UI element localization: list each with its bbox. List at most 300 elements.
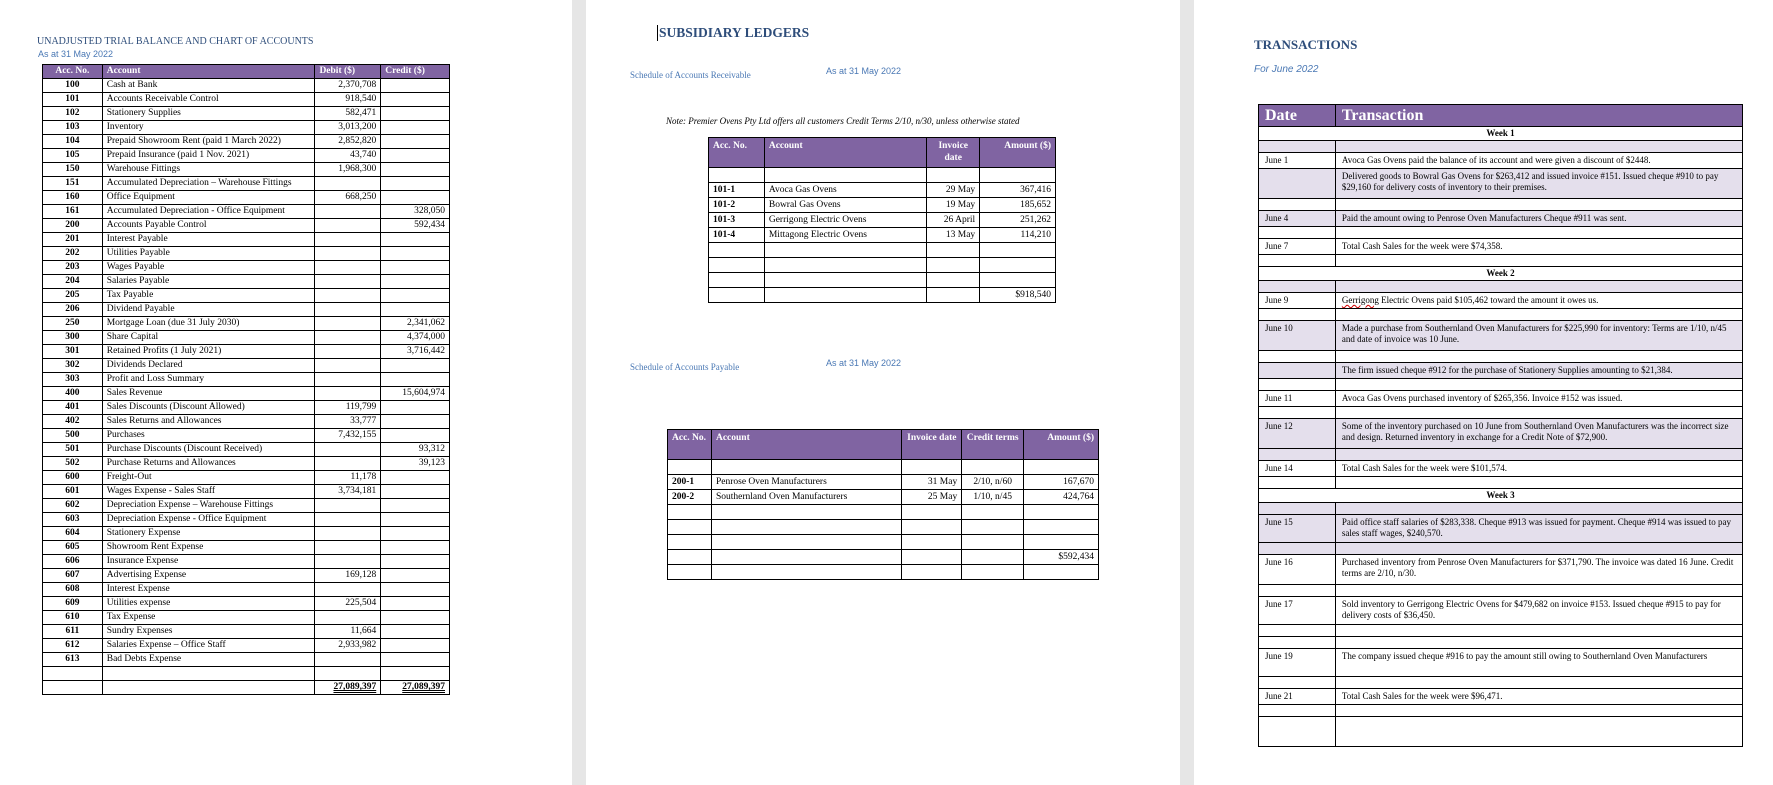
credit-terms: 1/10, n/45 bbox=[962, 490, 1024, 505]
account-number: 202 bbox=[43, 247, 103, 261]
credit-terms: 2/10, n/60 bbox=[962, 475, 1024, 490]
account-number: 102 bbox=[43, 107, 103, 121]
account-name: Sundry Expenses bbox=[102, 625, 315, 639]
spacer-row bbox=[1259, 477, 1743, 489]
account-name: Accumulated Depreciation – Warehouse Fittings bbox=[102, 177, 315, 191]
debit-amount bbox=[315, 345, 381, 359]
table-row bbox=[1259, 717, 1743, 747]
table-row bbox=[43, 471, 450, 485]
table-row bbox=[43, 513, 450, 527]
account-number: 101-3 bbox=[709, 213, 765, 228]
total-credit: 27,089,397 bbox=[381, 681, 450, 695]
payable-table bbox=[667, 429, 1099, 580]
transaction-cell: Sold inventory to Gerrigong Electric Ovens for $479,682 on invoice #153. Issued cheque #915 to pay for delivery costs of $36,450. bbox=[1335, 597, 1742, 625]
account-number: 105 bbox=[43, 149, 103, 163]
debit-amount bbox=[315, 443, 381, 457]
account-name: Interest Expense bbox=[102, 583, 315, 597]
spacer-row bbox=[1259, 705, 1743, 717]
invoice-date: 31 May bbox=[902, 475, 962, 490]
table-row bbox=[43, 233, 450, 247]
account-name: Purchase Discounts (Discount Received) bbox=[102, 443, 315, 457]
debit-amount: 3,013,200 bbox=[315, 121, 381, 135]
credit-amount bbox=[381, 429, 450, 443]
account-name: Cash at Bank bbox=[102, 79, 315, 93]
table-row bbox=[709, 228, 1056, 243]
account-name: Penrose Oven Manufacturers bbox=[711, 475, 901, 490]
table-row bbox=[668, 490, 1099, 505]
table-row bbox=[43, 177, 450, 191]
debit-amount: 3,734,181 bbox=[315, 485, 381, 499]
credit-amount: 3,716,442 bbox=[381, 345, 450, 359]
amount: 167,670 bbox=[1024, 475, 1099, 490]
spacer-row bbox=[1259, 625, 1743, 637]
credit-amount bbox=[381, 499, 450, 513]
transactions-subtitle: For June 2022 bbox=[1254, 64, 1319, 75]
week-label: Week 3 bbox=[1259, 489, 1743, 503]
spacer-row bbox=[668, 460, 1099, 475]
amount: 424,764 bbox=[1024, 490, 1099, 505]
account-number: 200-1 bbox=[668, 475, 712, 490]
table-header-row bbox=[709, 138, 1056, 168]
account-number: 613 bbox=[43, 653, 103, 667]
credit-amount bbox=[381, 359, 450, 373]
debit-amount bbox=[315, 289, 381, 303]
account-number: 400 bbox=[43, 387, 103, 401]
total-debit: 27,089,397 bbox=[315, 681, 381, 695]
invoice-date: 19 May bbox=[927, 198, 980, 213]
debit-amount bbox=[315, 233, 381, 247]
account-number: 502 bbox=[43, 457, 103, 471]
table-row bbox=[709, 243, 1056, 258]
account-number: 603 bbox=[43, 513, 103, 527]
credit-amount: 592,434 bbox=[381, 219, 450, 233]
table-row bbox=[1259, 321, 1743, 351]
debit-amount bbox=[315, 261, 381, 275]
account-name: Purchases bbox=[102, 429, 315, 443]
invoice-date: 25 May bbox=[902, 490, 962, 505]
trial-balance-table bbox=[42, 64, 450, 695]
date-cell: June 4 bbox=[1259, 211, 1336, 227]
spacer-row bbox=[1259, 637, 1743, 649]
table-row bbox=[1259, 597, 1743, 625]
table-row bbox=[43, 555, 450, 569]
column-header: Invoice date bbox=[902, 430, 962, 460]
amount: 367,416 bbox=[980, 183, 1056, 198]
table-row bbox=[43, 93, 450, 107]
column-header: Transaction bbox=[1335, 105, 1742, 127]
table-row bbox=[43, 443, 450, 457]
spacer-row bbox=[1259, 227, 1743, 239]
credit-amount: 4,374,000 bbox=[381, 331, 450, 345]
subsidiary-title: SUBSIDIARY LEDGERS bbox=[659, 25, 810, 40]
date-cell: June 15 bbox=[1259, 515, 1336, 543]
account-number: 200 bbox=[43, 219, 103, 233]
date-cell: June 10 bbox=[1259, 321, 1336, 351]
debit-amount bbox=[315, 541, 381, 555]
table-row bbox=[1259, 461, 1743, 477]
amount: 251,262 bbox=[980, 213, 1056, 228]
account-number: 302 bbox=[43, 359, 103, 373]
account-number: 205 bbox=[43, 289, 103, 303]
debit-amount: 2,933,982 bbox=[315, 639, 381, 653]
credit-amount bbox=[381, 415, 450, 429]
debit-amount: 668,250 bbox=[315, 191, 381, 205]
receivable-date: As at 31 May 2022 bbox=[826, 66, 902, 76]
table-row bbox=[709, 273, 1056, 288]
debit-amount bbox=[315, 373, 381, 387]
account-number: 151 bbox=[43, 177, 103, 191]
table-row bbox=[709, 183, 1056, 198]
spacer-row bbox=[1259, 379, 1743, 391]
spacer-row bbox=[709, 168, 1056, 183]
account-number: 101-4 bbox=[709, 228, 765, 243]
date-cell: June 19 bbox=[1259, 649, 1336, 677]
account-number: 101-2 bbox=[709, 198, 765, 213]
debit-amount bbox=[315, 653, 381, 667]
table-row bbox=[43, 303, 450, 317]
date-cell: June 17 bbox=[1259, 597, 1336, 625]
credit-amount bbox=[381, 625, 450, 639]
debit-amount bbox=[315, 387, 381, 401]
table-row bbox=[668, 475, 1099, 490]
invoice-date: 29 May bbox=[927, 183, 980, 198]
credit-amount bbox=[381, 233, 450, 247]
spacer-row bbox=[1259, 677, 1743, 689]
amount: 185,652 bbox=[980, 198, 1056, 213]
table-row bbox=[43, 163, 450, 177]
debit-amount bbox=[315, 457, 381, 471]
spacer-row bbox=[1259, 281, 1743, 293]
table-row bbox=[43, 149, 450, 163]
credit-amount: 93,312 bbox=[381, 443, 450, 457]
table-row bbox=[43, 583, 450, 597]
transaction-cell: Avoca Gas Ovens purchased inventory of $265,356. Invoice #152 was issued. bbox=[1335, 391, 1742, 407]
account-name: Retained Profits (1 July 2021) bbox=[102, 345, 315, 359]
credit-amount bbox=[381, 149, 450, 163]
spacer-row bbox=[1259, 199, 1743, 211]
account-name: Utilities Payable bbox=[102, 247, 315, 261]
transactions-title: TRANSACTIONS bbox=[1254, 37, 1358, 52]
account-number: 200-2 bbox=[668, 490, 712, 505]
table-row bbox=[1259, 239, 1743, 255]
account-name: Bad Debts Expense bbox=[102, 653, 315, 667]
debit-amount: 169,128 bbox=[315, 569, 381, 583]
account-name: Warehouse Fittings bbox=[102, 163, 315, 177]
credit-amount bbox=[381, 569, 450, 583]
table-row bbox=[43, 485, 450, 499]
account-number: 609 bbox=[43, 597, 103, 611]
account-name: Accounts Payable Control bbox=[102, 219, 315, 233]
account-name: Prepaid Insurance (paid 1 Nov. 2021) bbox=[102, 149, 315, 163]
credit-amount bbox=[381, 401, 450, 415]
account-name: Dividend Payable bbox=[102, 303, 315, 317]
table-row bbox=[43, 611, 450, 625]
column-header: Invoice date bbox=[927, 138, 980, 168]
debit-amount bbox=[315, 499, 381, 513]
account-number: 150 bbox=[43, 163, 103, 177]
account-name: Wages Payable bbox=[102, 261, 315, 275]
credit-amount bbox=[381, 261, 450, 275]
column-header: Amount ($) bbox=[980, 138, 1056, 168]
table-row bbox=[1259, 555, 1743, 585]
account-number: 604 bbox=[43, 527, 103, 541]
account-number: 201 bbox=[43, 233, 103, 247]
account-number: 600 bbox=[43, 471, 103, 485]
credit-amount bbox=[381, 121, 450, 135]
squiggle-word: Gerrigong bbox=[1341, 295, 1379, 305]
table-row bbox=[43, 261, 450, 275]
credit-amount bbox=[381, 191, 450, 205]
debit-amount bbox=[315, 555, 381, 569]
account-name: Advertising Expense bbox=[102, 569, 315, 583]
credit-terms-note: Note: Premier Ovens Pty Ltd offers all customers Credit Terms 2/10, n/30, unless otherwise stated bbox=[666, 116, 1020, 126]
account-name: Inventory bbox=[102, 121, 315, 135]
account-number: 607 bbox=[43, 569, 103, 583]
date-cell: June 16 bbox=[1259, 555, 1336, 585]
table-row bbox=[668, 565, 1099, 580]
table-row bbox=[43, 275, 450, 289]
credit-amount bbox=[381, 597, 450, 611]
credit-amount: 39,123 bbox=[381, 457, 450, 471]
table-row bbox=[43, 597, 450, 611]
receivable-table bbox=[708, 137, 1056, 303]
account-number: 608 bbox=[43, 583, 103, 597]
account-name: Purchase Returns and Allowances bbox=[102, 457, 315, 471]
debit-amount bbox=[315, 359, 381, 373]
table-row bbox=[1259, 649, 1743, 677]
transaction-cell bbox=[1335, 293, 1742, 309]
debit-amount bbox=[315, 275, 381, 289]
account-number: 160 bbox=[43, 191, 103, 205]
debit-amount bbox=[315, 583, 381, 597]
payable-label: Schedule of Accounts Payable bbox=[630, 362, 740, 372]
account-number: 301 bbox=[43, 345, 103, 359]
spacer-row bbox=[1259, 543, 1743, 555]
week-row bbox=[1259, 489, 1743, 503]
debit-amount bbox=[315, 317, 381, 331]
credit-amount bbox=[381, 247, 450, 261]
week-row bbox=[1259, 267, 1743, 281]
payable-total: $592,434 bbox=[1024, 550, 1099, 565]
credit-amount bbox=[381, 471, 450, 485]
date-cell: June 12 bbox=[1259, 419, 1336, 449]
credit-amount bbox=[381, 653, 450, 667]
invoice-date: 13 May bbox=[927, 228, 980, 243]
table-row bbox=[43, 415, 450, 429]
table-row bbox=[43, 317, 450, 331]
account-name: Bowral Gas Ovens bbox=[764, 198, 926, 213]
spacer-row bbox=[1259, 309, 1743, 321]
transaction-cell: Made a purchase from Southernland Oven Manufacturers for $225,990 for inventory: Terms are 1/10, n/45 and date of invoice was 10 June. bbox=[1335, 321, 1742, 351]
table-row bbox=[709, 258, 1056, 273]
table-row bbox=[668, 535, 1099, 550]
account-number: 401 bbox=[43, 401, 103, 415]
transaction-cell: Total Cash Sales for the week were $96,471. bbox=[1335, 689, 1742, 705]
account-number: 103 bbox=[43, 121, 103, 135]
credit-amount: 328,050 bbox=[381, 205, 450, 219]
debit-amount: 582,471 bbox=[315, 107, 381, 121]
table-row bbox=[668, 505, 1099, 520]
spacer-row bbox=[1259, 141, 1743, 153]
account-name: Accumulated Depreciation - Office Equipment bbox=[102, 205, 315, 219]
table-row bbox=[709, 213, 1056, 228]
date-cell: June 11 bbox=[1259, 391, 1336, 407]
payable-date: As at 31 May 2022 bbox=[826, 358, 902, 368]
table-row bbox=[43, 429, 450, 443]
totals-row bbox=[668, 550, 1099, 565]
debit-amount: 11,664 bbox=[315, 625, 381, 639]
page-subsidiary-ledgers bbox=[586, 0, 1180, 785]
table-row bbox=[668, 520, 1099, 535]
account-name: Avoca Gas Ovens bbox=[764, 183, 926, 198]
transaction-cell: Avoca Gas Ovens paid the balance of its account and were given a discount of $2448. bbox=[1335, 153, 1742, 169]
table-row bbox=[43, 219, 450, 233]
table-row bbox=[43, 107, 450, 121]
account-name: Share Capital bbox=[102, 331, 315, 345]
column-header: Acc. No. bbox=[43, 65, 103, 79]
account-number: 602 bbox=[43, 499, 103, 513]
account-name: Profit and Loss Summary bbox=[102, 373, 315, 387]
debit-amount bbox=[315, 513, 381, 527]
receivable-label: Schedule of Accounts Receivable bbox=[630, 70, 751, 80]
account-number: 250 bbox=[43, 317, 103, 331]
table-row bbox=[1259, 419, 1743, 449]
account-name: Prepaid Showroom Rent (paid 1 March 2022) bbox=[102, 135, 315, 149]
table-row bbox=[1259, 515, 1743, 543]
table-row bbox=[43, 569, 450, 583]
column-header: Credit terms bbox=[962, 430, 1024, 460]
table-row bbox=[43, 345, 450, 359]
page-gutter-left bbox=[572, 0, 586, 785]
column-header: Account bbox=[711, 430, 901, 460]
week-label: Week 2 bbox=[1259, 267, 1743, 281]
table-row bbox=[1259, 363, 1743, 379]
account-name: Interest Payable bbox=[102, 233, 315, 247]
debit-amount: 11,178 bbox=[315, 471, 381, 485]
date-cell: June 14 bbox=[1259, 461, 1336, 477]
account-name: Tax Expense bbox=[102, 611, 315, 625]
spacer-row bbox=[1259, 585, 1743, 597]
amount: 114,210 bbox=[980, 228, 1056, 243]
credit-amount bbox=[381, 485, 450, 499]
column-header: Acc. No. bbox=[668, 430, 712, 460]
spacer-row bbox=[1259, 351, 1743, 363]
debit-amount bbox=[315, 205, 381, 219]
table-row bbox=[43, 401, 450, 415]
transaction-cell: Delivered goods to Bowral Gas Ovens for $263,412 and issued invoice #151. Issued cheque #910 to pay $29,160 for delivery costs of inventory to their premises. bbox=[1335, 169, 1742, 199]
week-row bbox=[1259, 127, 1743, 141]
transaction-cell: Some of the inventory purchased on 10 June from Southernland Oven Manufacturers was the incorrect size and design. Returned inventory in exchange for a Credit Note of $72,900. bbox=[1335, 419, 1742, 449]
account-number: 204 bbox=[43, 275, 103, 289]
transaction-cell: Total Cash Sales for the week were $101,574. bbox=[1335, 461, 1742, 477]
account-number: 611 bbox=[43, 625, 103, 639]
spacer-row bbox=[1259, 503, 1743, 515]
account-number: 100 bbox=[43, 79, 103, 93]
credit-amount bbox=[381, 513, 450, 527]
credit-amount bbox=[381, 373, 450, 387]
debit-amount bbox=[315, 219, 381, 233]
debit-amount bbox=[315, 303, 381, 317]
table-row bbox=[709, 198, 1056, 213]
credit-amount bbox=[381, 177, 450, 191]
account-name: Depreciation Expense - Office Equipment bbox=[102, 513, 315, 527]
debit-amount: 1,968,300 bbox=[315, 163, 381, 177]
credit-amount bbox=[381, 555, 450, 569]
debit-amount bbox=[315, 611, 381, 625]
account-name: Stationery Supplies bbox=[102, 107, 315, 121]
debit-amount: 7,432,155 bbox=[315, 429, 381, 443]
account-name: Dividends Declared bbox=[102, 359, 315, 373]
table-row bbox=[43, 387, 450, 401]
spacer-row bbox=[1259, 449, 1743, 461]
account-name: Office Equipment bbox=[102, 191, 315, 205]
transaction-text: Electric Ovens paid $105,462 toward the amount it owes us. bbox=[1378, 295, 1599, 305]
account-name: Salaries Expense – Office Staff bbox=[102, 639, 315, 653]
table-row bbox=[43, 247, 450, 261]
transaction-cell: Total Cash Sales for the week were $74,358. bbox=[1335, 239, 1742, 255]
account-number: 605 bbox=[43, 541, 103, 555]
page-trial-balance bbox=[0, 0, 572, 785]
transaction-cell: The firm issued cheque #912 for the purchase of Stationery Supplies amounting to $21,384. bbox=[1335, 363, 1742, 379]
credit-amount bbox=[381, 107, 450, 121]
account-number: 501 bbox=[43, 443, 103, 457]
account-number: 402 bbox=[43, 415, 103, 429]
table-row bbox=[1259, 169, 1743, 199]
credit-amount bbox=[381, 289, 450, 303]
account-number: 206 bbox=[43, 303, 103, 317]
account-name: Insurance Expense bbox=[102, 555, 315, 569]
table-row bbox=[43, 653, 450, 667]
table-row bbox=[1259, 153, 1743, 169]
table-row bbox=[43, 121, 450, 135]
transaction-cell: Paid the amount owing to Penrose Oven Manufacturers Cheque #911 was sent. bbox=[1335, 211, 1742, 227]
table-row bbox=[1259, 689, 1743, 705]
account-number: 610 bbox=[43, 611, 103, 625]
debit-amount: 43,740 bbox=[315, 149, 381, 163]
debit-amount bbox=[315, 527, 381, 541]
credit-amount bbox=[381, 303, 450, 317]
table-row bbox=[43, 289, 450, 303]
table-row bbox=[43, 527, 450, 541]
column-header: Account bbox=[764, 138, 926, 168]
table-row bbox=[43, 541, 450, 555]
account-name: Showroom Rent Expense bbox=[102, 541, 315, 555]
account-number: 612 bbox=[43, 639, 103, 653]
account-name: Salaries Payable bbox=[102, 275, 315, 289]
table-row bbox=[1259, 391, 1743, 407]
debit-amount: 2,370,708 bbox=[315, 79, 381, 93]
column-header: Date bbox=[1259, 105, 1336, 127]
totals-row bbox=[709, 288, 1056, 303]
date-cell: June 1 bbox=[1259, 153, 1336, 169]
account-name: Depreciation Expense – Warehouse Fittings bbox=[102, 499, 315, 513]
credit-amount bbox=[381, 135, 450, 149]
trial-balance-title: UNADJUSTED TRIAL BALANCE AND CHART OF ACCOUNTS bbox=[37, 36, 314, 47]
account-name: Accounts Receivable Control bbox=[102, 93, 315, 107]
table-row bbox=[43, 373, 450, 387]
account-number: 606 bbox=[43, 555, 103, 569]
column-header: Acc. No. bbox=[709, 138, 765, 168]
account-name: Mortgage Loan (due 31 July 2030) bbox=[102, 317, 315, 331]
receivable-total: $918,540 bbox=[980, 288, 1056, 303]
credit-amount bbox=[381, 79, 450, 93]
table-row bbox=[1259, 211, 1743, 227]
table-row bbox=[43, 359, 450, 373]
credit-amount bbox=[381, 527, 450, 541]
account-number: 303 bbox=[43, 373, 103, 387]
date-cell: June 9 bbox=[1259, 293, 1336, 309]
table-header-row bbox=[1259, 105, 1743, 127]
